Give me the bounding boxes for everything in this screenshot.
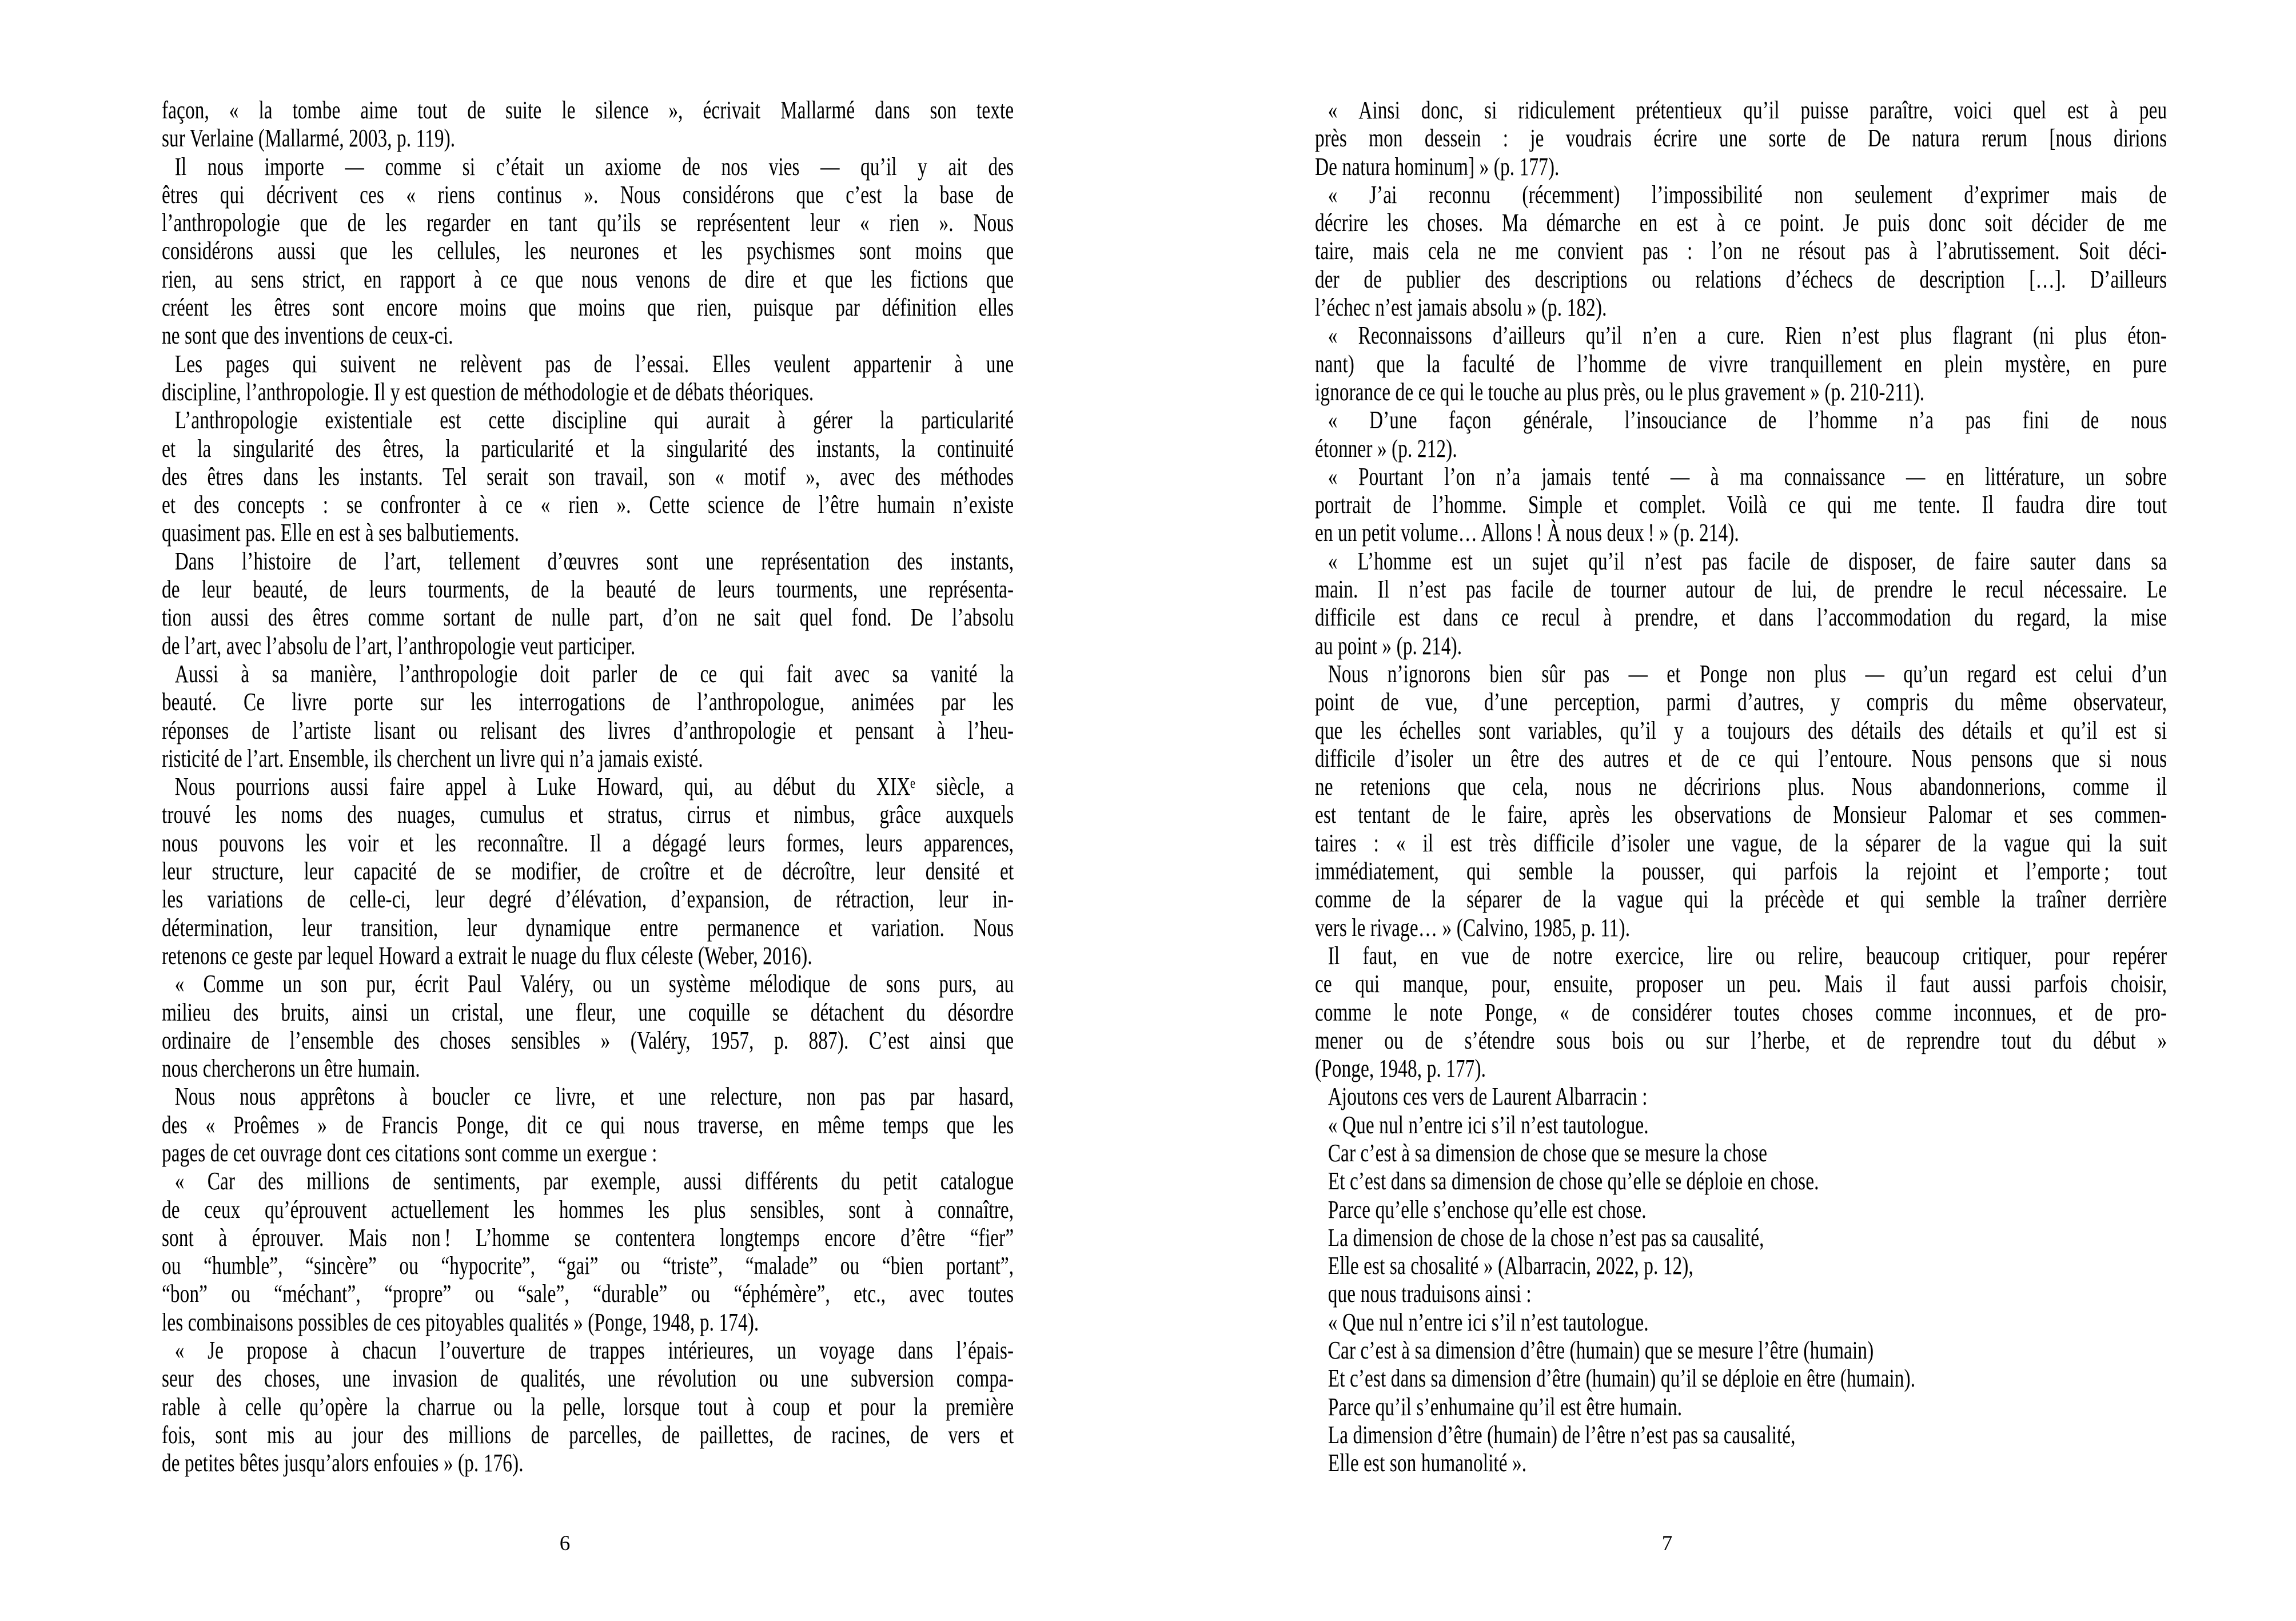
text-line: « Reconnaissons d’ailleurs qu’il n’en a cure. Rien n’est plus flagrant (ni plus éton- — [1328, 321, 2167, 350]
text-line: beauté. Ce livre porte sur les interrogations de l’anthropologue, animées par les — [162, 688, 1014, 716]
text-line: ignorance de ce qui le touche au plus près, ou le plus gravement » (p. 210-211). — [1315, 377, 1925, 406]
text-line: Il nous importe — comme si c’était un axiome de nos vies — qu’il y ait des — [174, 152, 1014, 181]
text-line: milieu des bruits, ainsi un cristal, une fleur, une coquille se détachent du désordre — [162, 998, 1014, 1026]
text-line: taires : « il est très difficile d’isoler une vague, de la séparer de la vague qui la suit — [1315, 829, 2167, 857]
text-line: rable à celle qu’opère la charrue ou la pelle, lorsque tout à coup et pour la première — [162, 1392, 1014, 1421]
text-line: Nous pourrions aussi faire appel à Luke Howard, qui, au début du XIXᵉ siècle, a — [174, 772, 1014, 801]
book-page-right — [1148, 0, 2296, 1621]
text-line: de l’art, avec l’absolu de l’art, l’anthropologie veut participer. — [162, 631, 636, 660]
text-line: Ajoutons ces vers de Laurent Albarracin : — [1328, 1082, 1648, 1111]
text-line: nous chercherons un être humain. — [162, 1054, 420, 1083]
text-line: les variations de celle-ci, leur degré d’élévation, d’expansion, de rétraction, leur in- — [162, 885, 1014, 914]
text-line: comme le note Ponge, « de considérer toutes choses comme inconnues, et de pro- — [1315, 998, 2167, 1026]
text-line: est tentant de le faire, après les observations de Monsieur Palomar et ses commen- — [1315, 800, 2167, 829]
text-line: leur structure, leur capacité de se modifier, de croître et de décroître, leur densité et — [162, 857, 1014, 886]
page-number-right: 7 — [1661, 1532, 1673, 1555]
text-line: « Pourtant l’on n’a jamais tenté — à ma connaissance — en littérature, un sobre — [1328, 462, 2167, 491]
text-line: êtres qui décrivent ces « riens continus ». Nous considérons que c’est la base de — [162, 180, 1014, 209]
poem-line: La dimension d’être (humain) de l’être n’est pas sa causalité, — [1328, 1420, 1796, 1449]
poem-line: Et c’est dans sa dimension d’être (humain) qu’il se déploie en être (humain). — [1328, 1364, 1916, 1393]
text-line: ordinaire de l’ensemble des choses sensibles » (Valéry, 1957, p. 887). C’est ainsi que — [162, 1026, 1014, 1054]
text-line: décrire les choses. Ma démarche en est à ce point. Je puis donc soit décider de me — [1315, 209, 2167, 237]
text-line: Nous n’ignorons bien sûr pas — et Ponge non plus — qu’un regard est celui d’un — [1328, 659, 2167, 688]
text-line: « Comme un son pur, écrit Paul Valéry, ou un système mélodique de sons purs, au — [174, 970, 1014, 998]
text-line: « Je propose à chacun l’ouverture de trappes intérieures, un voyage dans l’épais- — [174, 1336, 1014, 1365]
text-line: portrait de l’homme. Simple et complet. Voilà ce qui me tente. Il faudra dire tout — [1315, 491, 2167, 519]
text-line: ne retenions que cela, nous ne décririons plus. Nous abandonnerions, comme il — [1315, 772, 2167, 801]
text-column-left — [162, 96, 1286, 1477]
text-line: discipline, l’anthropologie. Il y est question de méthodologie et de débats théoriques. — [162, 377, 814, 406]
text-line: « Ainsi donc, si ridiculement prétentieux qu’il puisse paraître, voici quel est à peu — [1328, 96, 2167, 124]
text-line: difficile est dans ce recul à prendre, et dans l’accommodation du regard, la mise — [1315, 603, 2167, 632]
text-line: détermination, leur transition, leur dynamique entre permanence et variation. Nous — [162, 913, 1014, 942]
text-line: risticité de l’art. Ensemble, ils cherchent un livre qui n’a jamais existé. — [162, 744, 703, 772]
text-line: Il faut, en vue de notre exercice, lire ou relire, beaucoup critiquer, pour repérer — [1328, 941, 2167, 970]
poem-line: Parce qu’elle s’enchose qu’elle est chose. — [1328, 1195, 1647, 1224]
text-line: près mon dessein : je voudrais écrire une sorte de De natura rerum [nous dirions — [1315, 124, 2167, 153]
text-line: De natura hominum] » (p. 177). — [1315, 152, 1560, 181]
text-line: L’anthropologie existentiale est cette discipline qui aurait à gérer la particularité — [174, 406, 1014, 435]
text-line: pages de cet ouvrage dont ces citations sont comme un exergue : — [162, 1138, 657, 1167]
text-line: ne sont que des inventions de ceux-ci. — [162, 321, 453, 350]
text-line: étonner » (p. 212). — [1315, 434, 1457, 463]
text-line: quasiment pas. Elle en est à ses balbutiements. — [162, 519, 520, 547]
text-line: immédiatement, qui semble la pousser, qui parfois la rejoint et l’emporte ; tout — [1315, 857, 2167, 886]
poem-line: Et c’est dans sa dimension de chose qu’elle se déploie en chose. — [1328, 1167, 1819, 1196]
text-column-right — [1315, 96, 2296, 1477]
text-line: nant) que la faculté de l’homme de vivre tranquillement en plein mystère, en pure — [1315, 349, 2167, 378]
text-line: vers le rivage… » (Calvino, 1985, p. 11). — [1315, 913, 1631, 942]
text-line: sur Verlaine (Mallarmé, 2003, p. 119). — [162, 124, 456, 153]
page-number-left: 6 — [559, 1532, 571, 1555]
poem-line: La dimension de chose de la chose n’est pas sa causalité, — [1328, 1223, 1764, 1252]
text-line: seur des choses, une invasion de qualités, une révolution ou une subversion compa- — [162, 1364, 1014, 1393]
text-line: (Ponge, 1948, p. 177). — [1315, 1054, 1486, 1083]
text-line: difficile d’isoler un être des autres et de ce qui l’entoure. Nous pensons que si nous — [1315, 744, 2167, 772]
text-line: retenons ce geste par lequel Howard a extrait le nuage du flux céleste (Weber, 2016). — [162, 941, 812, 970]
text-line: “bon” ou “méchant”, “propre” ou “sale”, “durable” ou “éphémère”, etc., avec toutes — [162, 1280, 1014, 1308]
text-line: tion aussi des êtres comme sortant de nulle part, d’on ne sait quel fond. De l’absolu — [162, 603, 1014, 632]
text-line: de ceux qu’éprouvent actuellement les hommes les plus sensibles, sont à connaître, — [162, 1195, 1014, 1224]
text-line: considérons aussi que les cellules, les neurones et les psychismes sont moins que — [162, 237, 1014, 265]
text-line: « D’une façon générale, l’insouciance de l’homme n’a pas fini de nous — [1328, 406, 2167, 435]
text-line: rien, au sens strict, en rapport à ce que nous venons de dire et que les fictions que — [162, 265, 1014, 293]
text-line: des êtres dans les instants. Tel serait son travail, son « motif », avec des méthodes — [162, 462, 1014, 491]
poem-line: que nous traduisons ainsi : — [1328, 1280, 1532, 1308]
poem-line: « Que nul n’entre ici s’il n’est tautologue. — [1328, 1308, 1649, 1336]
text-line: ce qui manque, pour, ensuite, proposer un peu. Mais il faut aussi parfois choisir, — [1315, 970, 2167, 998]
poem-line: « Que nul n’entre ici s’il n’est tautologue. — [1328, 1110, 1649, 1139]
text-line: mener ou de s’étendre sous bois ou sur l’herbe, et de reprendre tout du début » — [1315, 1026, 2167, 1054]
text-line: et des concepts : se confronter à ce « rien ». Cette science de l’être humain n’existe — [162, 491, 1014, 519]
text-line: en un petit volume… Allons ! À nous deux ! » (p. 214). — [1315, 519, 1739, 547]
text-line: fois, sont mis au jour des millions de parcelles, de paillettes, de racines, de vers et — [162, 1420, 1014, 1449]
text-line: « J’ai reconnu (récemment) l’impossibilité non seulement d’exprimer mais de — [1328, 180, 2167, 209]
text-line: au point » (p. 214). — [1315, 631, 1462, 660]
text-line: ou “humble”, “sincère” ou “hypocrite”, “gai” ou “triste”, “malade” ou “bien portant”, — [162, 1252, 1014, 1280]
text-line: l’échec n’est jamais absolu » (p. 182). — [1315, 293, 1607, 322]
text-line: de leur beauté, de leurs tourments, de la beauté de leurs tourments, une représenta- — [162, 575, 1014, 604]
text-line: sont à éprouver. Mais non ! L’homme se contentera longtemps encore d’être “fier” — [162, 1223, 1014, 1252]
text-line: « Car des millions de sentiments, par exemple, aussi différents du petit catalogue — [174, 1167, 1014, 1196]
text-line: Les pages qui suivent ne relèvent pas de l’essai. Elles veulent appartenir à une — [174, 349, 1014, 378]
text-line: Aussi à sa manière, l’anthropologie doit parler de ce qui fait avec sa vanité la — [174, 659, 1014, 688]
text-line: des « Proêmes » de Francis Ponge, dit ce qui nous traverse, en même temps que les — [162, 1110, 1014, 1139]
text-line: les combinaisons possibles de ces pitoyables qualités » (Ponge, 1948, p. 174). — [162, 1308, 759, 1336]
text-line: façon, « la tombe aime tout de suite le silence », écrivait Mallarmé dans son texte — [162, 96, 1014, 124]
text-line: « L’homme est un sujet qu’il n’est pas facile de disposer, de faire sauter dans sa — [1328, 547, 2167, 575]
poem-line: Car c’est à sa dimension de chose que se mesure la chose — [1328, 1138, 1768, 1167]
text-line: créent les êtres sont encore moins que moins que rien, puisque par définition elles — [162, 293, 1014, 322]
text-line: point de vue, d’une perception, parmi d’autres, y compris du même observateur, — [1315, 688, 2167, 716]
text-line: taire, mais cela ne me convient pas : l’on ne résout pas à l’abrutissement. Soit déci- — [1315, 237, 2167, 265]
text-line: réponses de l’artiste lisant ou relisant des livres d’anthropologie et pensant à l’heu- — [162, 716, 1014, 744]
text-line: l’anthropologie que de les regarder en tant qu’ils se représentent leur « rien ». Nous — [162, 209, 1014, 237]
text-line: main. Il n’est pas facile de tourner autour de lui, de prendre le recul nécessaire. Le — [1315, 575, 2167, 604]
poem-line: Elle est son humanolité ». — [1328, 1449, 1527, 1477]
text-line: der de publier des descriptions ou relations d’échecs de description […]. D’ailleurs — [1315, 265, 2167, 293]
text-line: comme de la séparer de la vague qui la précède et qui semble la traîner derrière — [1315, 885, 2167, 914]
text-line: de petites bêtes jusqu’alors enfouies » (p. 176). — [162, 1449, 524, 1477]
poem-line: Car c’est à sa dimension d’être (humain) que se mesure l’être (humain) — [1328, 1336, 1874, 1365]
text-line: Nous nous apprêtons à boucler ce livre, et une relecture, non pas par hasard, — [174, 1082, 1014, 1111]
text-line: trouvé les noms des nuages, cumulus et stratus, cirrus et nimbus, grâce auxquels — [162, 800, 1014, 829]
text-line: Dans l’histoire de l’art, tellement d’œuvres sont une représentation des instants, — [174, 547, 1014, 575]
text-line: et la singularité des êtres, la particularité et la singularité des instants, la continuité — [162, 434, 1014, 463]
text-line: que les échelles sont variables, qu’il y a toujours des détails des détails et qu’il est si — [1315, 716, 2167, 744]
poem-line: Elle est sa chosalité » (Albarracin, 2022, p. 12), — [1328, 1252, 1693, 1280]
text-line: nous pouvons les voir et les reconnaître. Il a dégagé leurs formes, leurs apparences, — [162, 829, 1014, 857]
poem-line: Parce qu’il s’enhumaine qu’il est être humain. — [1328, 1392, 1683, 1421]
